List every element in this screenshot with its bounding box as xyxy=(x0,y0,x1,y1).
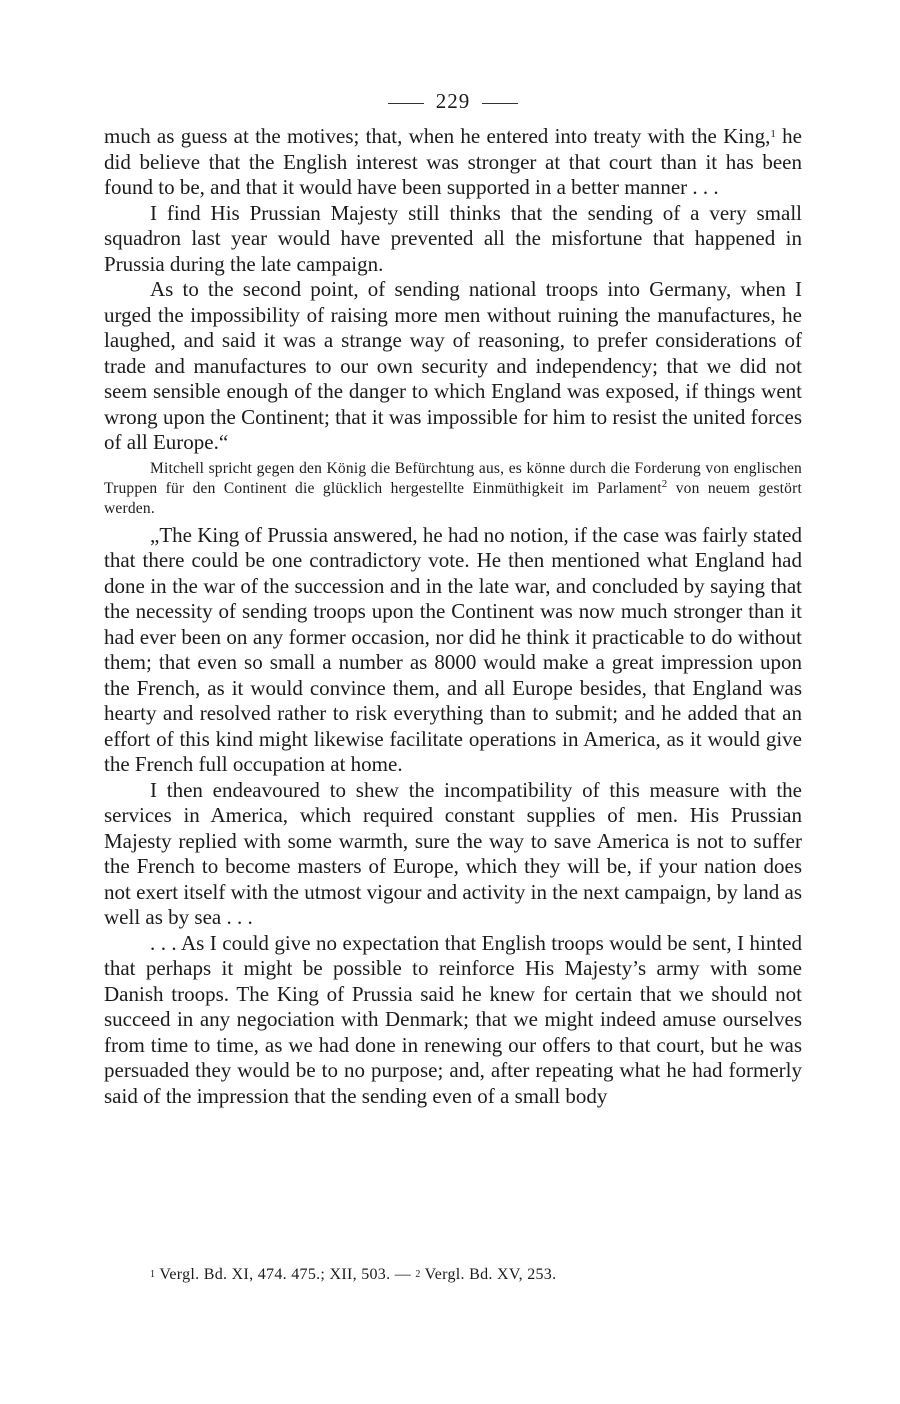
editorial-note-text: von neuem gestört werden. xyxy=(104,479,803,517)
footnote-text: Vergl. Bd. XV, 253. xyxy=(424,1266,557,1283)
page-number: 229 xyxy=(435,89,471,113)
paragraph: I then endeavoured to shew the incompatibility of this measure with the services in America, which required constant supplies of men. His Prussian Majesty replied with some warmth, sure the way to save America is not to suffer the French to become masters of Europe, which they will be, if your nation does not exert itself with the utmost vigour and activity in the next campaign, by land as well as by sea . . . xyxy=(104,777,802,929)
page-header xyxy=(104,84,802,124)
footnotes xyxy=(150,1264,800,1286)
paragraph-text: he did believe that the English interest was stronger at that court than it has been found to be, and that it would have been supported in a better manner . . . xyxy=(104,124,802,199)
paragraph: As to the second point, of sending national troops into Germany, when I urged the impossibility of raising more men without ruining the manufactures, he laughed, and said it was a strange way of reasoning, to prefer considerations of trade and manufactures to our own security and independency; that we did not seem sensible enough of the danger to which England was exposed, if things went wrong upon the Continent; that it was impossible for him to resist the united forces of all Europe.“ xyxy=(104,277,802,454)
editorial-note-text: Mitchell spricht gegen den König die Befürchtung aus, es könne durch die Forderung von englischen Truppen für den Continent die glücklich hergestellte Einmüthigkeit im Parlament xyxy=(104,459,802,497)
editorial-note xyxy=(104,459,802,519)
footnote-ref-1: 1 xyxy=(770,128,776,140)
footnote-mark: 2 xyxy=(415,1269,421,1280)
paragraph: . . . As I could give no expectation that English troops would be sent, I hinted that perhaps it might be possible to reinforce His Majesty’s army with some Danish troops. The King of Prussia said he knew for certain that we should not succeed in any negociation with Denmark; that we might indeed amuse ourselves from time to time, as we had done in renewing our offers to that court, but he was persuaded they would be to no purpose; and, after repeating what he had formerly said of the impression that the sending even of a small body xyxy=(104,930,802,1108)
paragraph: I find His Prussian Majesty still thinks that the sending of a very small squadron last year would have prevented all the misfortune that happened in Prussia during the late campaign. xyxy=(104,200,802,276)
page-body xyxy=(104,84,802,1109)
footnote-text: Vergl. Bd. XI, 474. 475.; XII, 503. — xyxy=(159,1266,411,1283)
paragraph-continuation xyxy=(104,124,802,201)
footnote-ref-2: 2 xyxy=(661,477,668,490)
footnote-mark: 1 xyxy=(150,1269,156,1280)
header-rule-left xyxy=(388,103,424,104)
paragraph-text: much as guess at the motives; that, when he entered into treaty with the King, xyxy=(104,124,771,148)
paragraph: „The King of Prussia answered, he had no notion, if the case was fairly stated that there could be one contradictory vote. He then mentioned what England had done in the war of the succession and in the late war, and concluded by saying that the necessity of sending troops upon the Continent was now much stronger than it had ever been on any former occasion, nor did he think it practicable to do without them; that even so small a number as 8000 would make a great impression upon the French, as it would convince them, and all Europe besides, that England was hearty and resolved rather to risk everything than to submit; and he added that an effort of this kind might likewise facilitate operations in America, as it would give the French full occupation at home. xyxy=(104,522,802,776)
header-rule-right xyxy=(482,103,518,104)
